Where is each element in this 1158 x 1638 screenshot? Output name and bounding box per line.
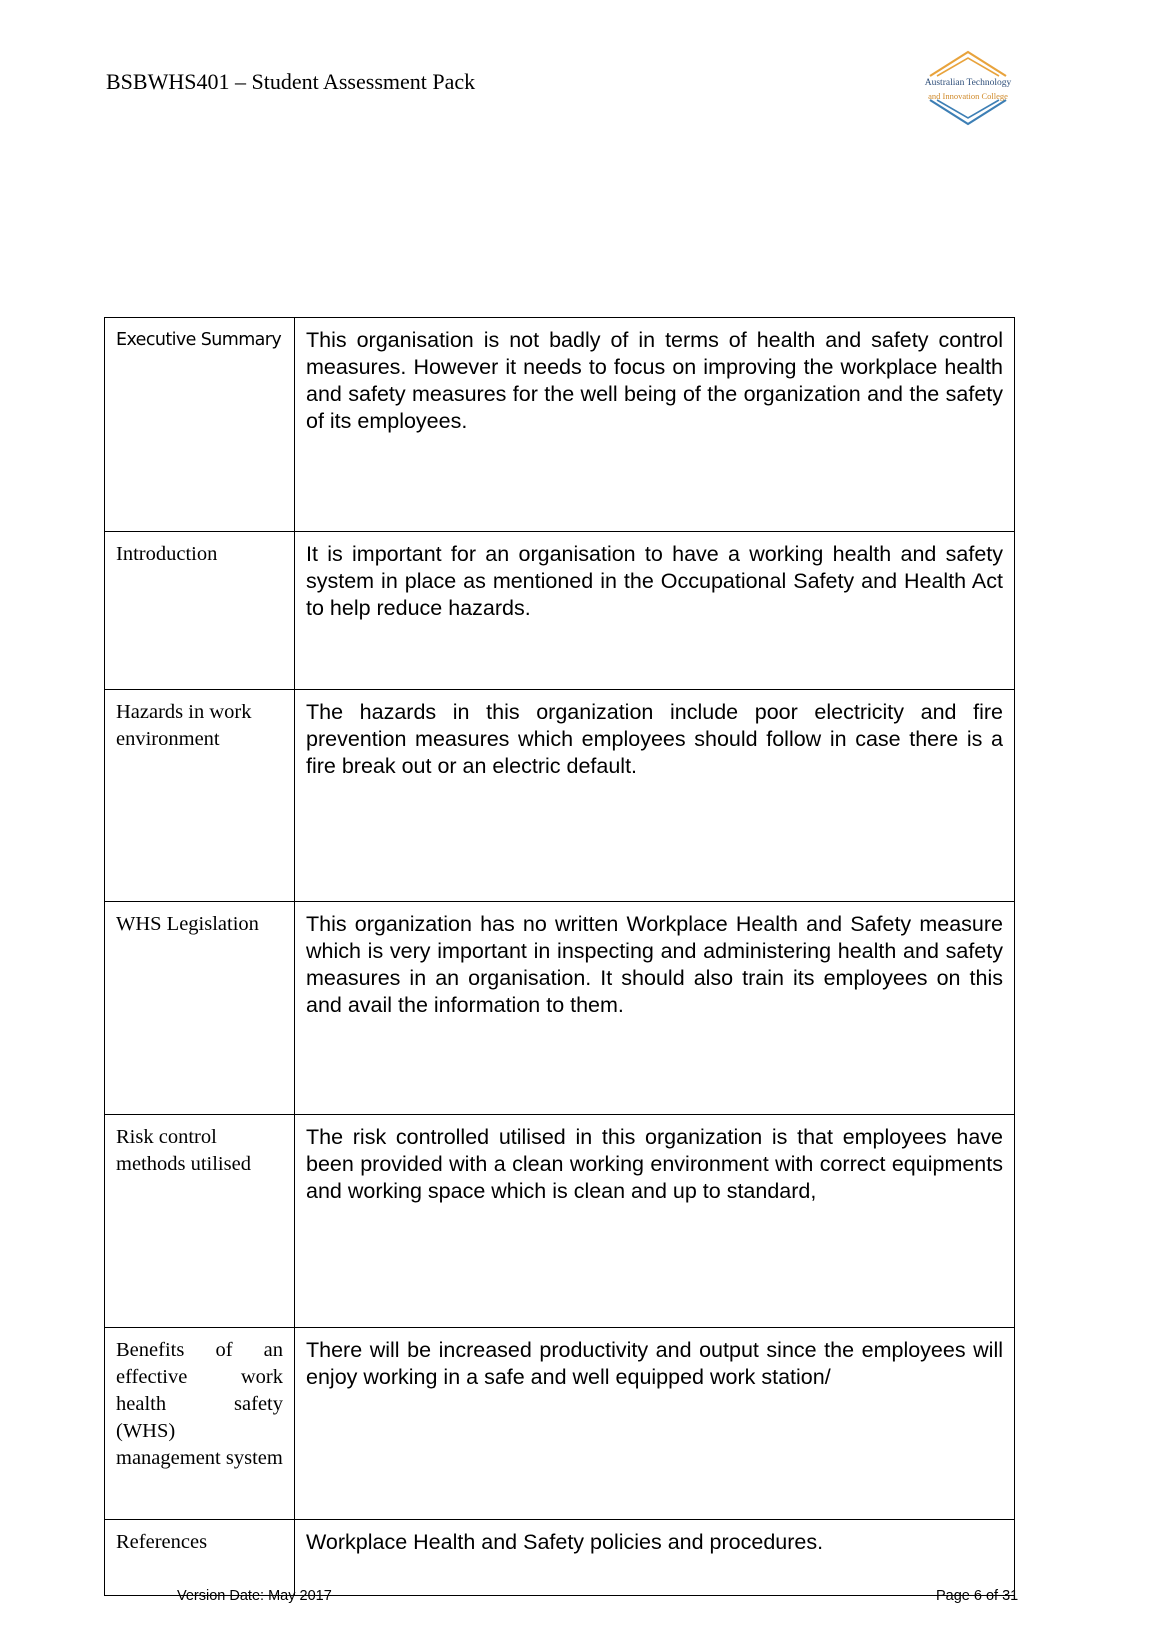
row-content: There will be increased productivity and output since the employees will enjoy working in a safe and well equipped work station/ [295, 1328, 1015, 1520]
footer-version-date: Version Date: May 2017 [177, 1588, 332, 1604]
row-content: The risk controlled utilised in this organization is that employees have been provided with a clean working environment with correct equipments and working space which is clean and up to standard, [295, 1115, 1015, 1328]
row-label: Introduction [105, 532, 295, 690]
table-row-risk-control [105, 1115, 1015, 1328]
table-row-introduction [105, 532, 1015, 690]
table-row-references [105, 1520, 1015, 1596]
table-row-executive-summary [105, 318, 1015, 532]
row-label: Benefits of an effective work health safety (WHS) management system [105, 1328, 295, 1520]
row-content: It is important for an organisation to have a working health and safety system in place as mentioned in the Occupational Safety and Health Act to help reduce hazards. [295, 532, 1015, 690]
row-content: Workplace Health and Safety policies and procedures. [295, 1520, 1015, 1596]
table-row-hazards [105, 690, 1015, 902]
row-content: This organisation is not badly of in terms of health and safety control measures. However it needs to focus on improving the workplace health and safety measures for the well being of the organization and the safety of its employees. [295, 318, 1015, 532]
row-label: Executive Summary [105, 318, 295, 532]
document-header-title: BSBWHS401 – Student Assessment Pack [106, 69, 476, 94]
college-logo [916, 48, 1020, 128]
logo-text-line2: and Innovation College [928, 91, 1008, 101]
logo-text-line1: Australian Technology [924, 78, 1012, 88]
row-content: This organization has no written Workplace Health and Safety measure which is very important in inspecting and administering health and safety measures in an organisation. It should also train its employees on this and avail the information to them. [295, 902, 1015, 1115]
row-label: Hazards in work environment [105, 690, 295, 902]
table-row-whs-legislation [105, 902, 1015, 1115]
diamond-logo-icon [916, 48, 1020, 128]
footer-page-number: Page 6 of 31 [936, 1588, 1019, 1604]
row-label: Risk control methods utilised [105, 1115, 295, 1328]
table-row-benefits [105, 1328, 1015, 1520]
row-label: WHS Legislation [105, 902, 295, 1115]
row-content: The hazards in this organization include poor electricity and fire prevention measures which employees should follow in case there is a fire break out or an electric default. [295, 690, 1015, 902]
report-table [104, 317, 1015, 1596]
row-label: References [105, 1520, 295, 1596]
